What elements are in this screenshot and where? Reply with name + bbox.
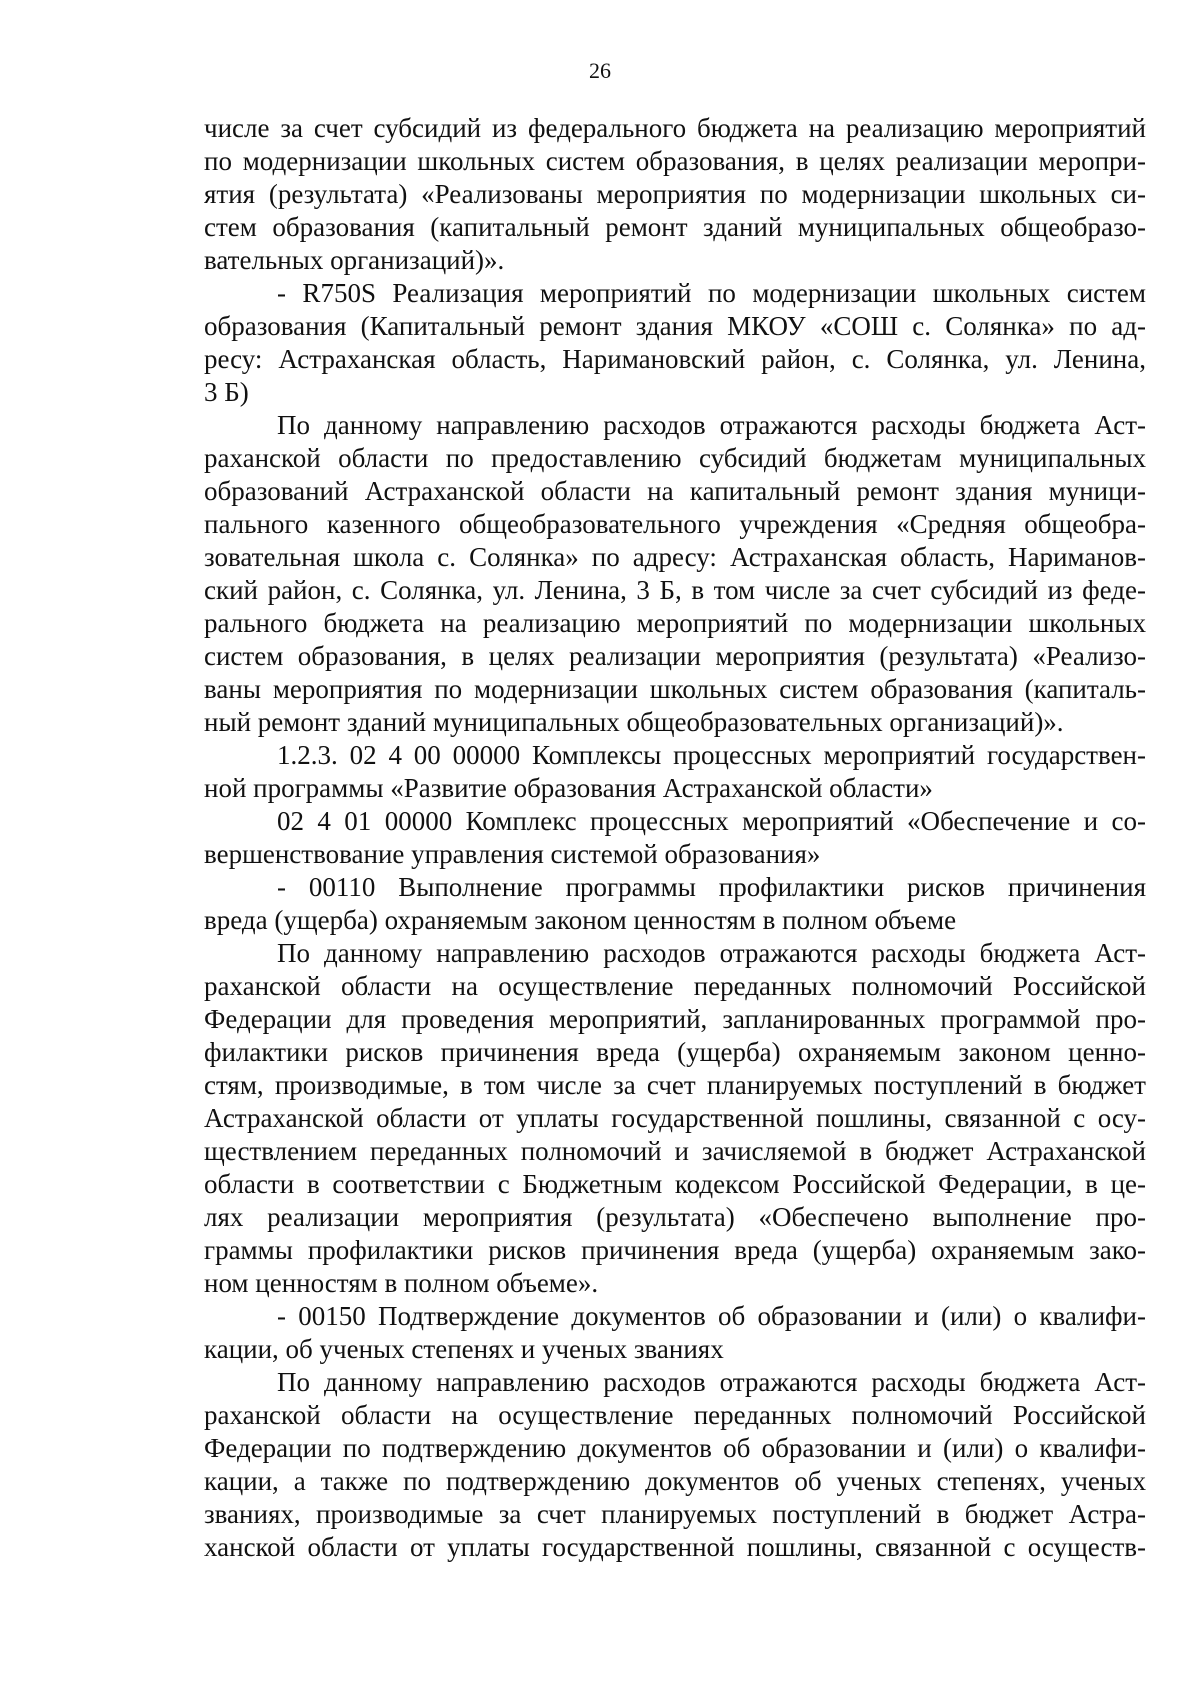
text-line: граммы профилактики рисков причинения вреда (ущерба) охраняемым зако-: [204, 1235, 1146, 1265]
text-line: по модернизации школьных систем образования, в целях реализации меропри-: [204, 146, 1146, 176]
text-line: филактики рисков причинения вреда (ущерба) охраняемым законом ценно-: [204, 1037, 1146, 1067]
text-line: раханской области на осуществление переданных полномочий Российской: [204, 971, 1146, 1001]
paragraph: [204, 409, 1146, 739]
text-line: ной программы «Развитие образования Астраханской области»: [204, 773, 933, 803]
text-line: ществлением переданных полномочий и зачисляемой в бюджет Астраханской: [204, 1136, 1146, 1166]
text-line: рального бюджета на реализацию мероприятий по модернизации школьных: [204, 608, 1146, 638]
text-line: званиях, производимые за счет планируемых поступлений в бюджет Астра-: [204, 1499, 1146, 1529]
document-body: [204, 112, 1146, 1564]
text-line: По данному направлению расходов отражаются расходы бюджета Аст-: [277, 1367, 1146, 1397]
text-line: систем образования, в целях реализации мероприятия (результата) «Реализо-: [204, 641, 1146, 671]
text-line: ном ценностям в полном объеме».: [204, 1268, 599, 1298]
text-line: вершенствование управления системой образования»: [204, 839, 821, 869]
paragraph: [204, 1366, 1146, 1564]
text-line: Астраханской области от уплаты государственной пошлины, связанной с осу-: [204, 1103, 1146, 1133]
paragraph: [204, 805, 1146, 871]
page-number: 26: [589, 58, 611, 83]
text-line: образования (Капитальный ремонт здания МКОУ «СОШ с. Солянка» по ад-: [204, 311, 1146, 341]
text-line: стям, производимые, в том числе за счет планируемых поступлений в бюджет: [204, 1070, 1146, 1100]
text-line: зовательная школа с. Солянка» по адресу: Астраханская область, Нариманов-: [204, 542, 1146, 572]
text-line: раханской области по предоставлению субсидий бюджетам муниципальных: [204, 443, 1146, 473]
text-line: - 00110 Выполнение программы профилактики рисков причинения: [277, 872, 1146, 902]
text-line: лях реализации мероприятия (результата) «Обеспечено выполнение про-: [204, 1202, 1146, 1232]
text-line: 02 4 01 00000 Комплекс процессных мероприятий «Обеспечение и со-: [277, 806, 1146, 836]
text-line: 3 Б): [204, 377, 249, 407]
text-line: Федерации для проведения мероприятий, запланированных программой про-: [204, 1004, 1146, 1034]
text-line: числе за счет субсидий из федерального бюджета на реализацию мероприятий: [204, 113, 1146, 143]
text-line: - R750S Реализация мероприятий по модернизации школьных систем: [277, 278, 1146, 308]
text-line: По данному направлению расходов отражаются расходы бюджета Аст-: [277, 938, 1146, 968]
text-line: ный ремонт зданий муниципальных общеобразовательных организаций)».: [204, 707, 1064, 737]
text-line: раханской области на осуществление переданных полномочий Российской: [204, 1400, 1146, 1430]
text-line: - 00150 Подтверждение документов об образовании и (или) о квалифи-: [277, 1301, 1146, 1331]
paragraph: [204, 871, 1146, 937]
text-line: По данному направлению расходов отражаются расходы бюджета Аст-: [277, 410, 1146, 440]
text-line: ханской области от уплаты государственной пошлины, связанной с осуществ-: [204, 1532, 1146, 1562]
text-line: кации, об ученых степенях и ученых званиях: [204, 1334, 724, 1364]
text-line: ресу: Астраханская область, Наримановский район, с. Солянка, ул. Ленина,: [204, 344, 1146, 374]
paragraph: [204, 277, 1146, 409]
text-line: вательных организаций)».: [204, 245, 505, 275]
text-line: образований Астраханской области на капитальный ремонт здания муници-: [204, 476, 1146, 506]
paragraph: [204, 112, 1146, 277]
text-line: стем образования (капитальный ремонт зданий муниципальных общеобразо-: [204, 212, 1146, 242]
text-line: ятия (результата) «Реализованы мероприятия по модернизации школьных си-: [204, 179, 1146, 209]
text-line: области в соответствии с Бюджетным кодексом Российской Федерации, в це-: [204, 1169, 1146, 1199]
text-line: ский район, с. Солянка, ул. Ленина, 3 Б, в том числе за счет субсидий из феде-: [204, 575, 1146, 605]
text-line: пального казенного общеобразовательного учреждения «Средняя общеобра-: [204, 509, 1146, 539]
paragraph: [204, 739, 1146, 805]
paragraph: [204, 1300, 1146, 1366]
text-line: Федерации по подтверждению документов об образовании и (или) о квалифи-: [204, 1433, 1146, 1463]
text-line: вреда (ущерба) охраняемым законом ценностям в полном объеме: [204, 905, 957, 935]
paragraph: [204, 937, 1146, 1300]
text-line: 1.2.3. 02 4 00 00000 Комплексы процессных мероприятий государствен-: [277, 740, 1146, 770]
text-line: кации, а также по подтверждению документов об ученых степенях, ученых: [204, 1466, 1146, 1496]
text-line: ваны мероприятия по модернизации школьных систем образования (капиталь-: [204, 674, 1146, 704]
